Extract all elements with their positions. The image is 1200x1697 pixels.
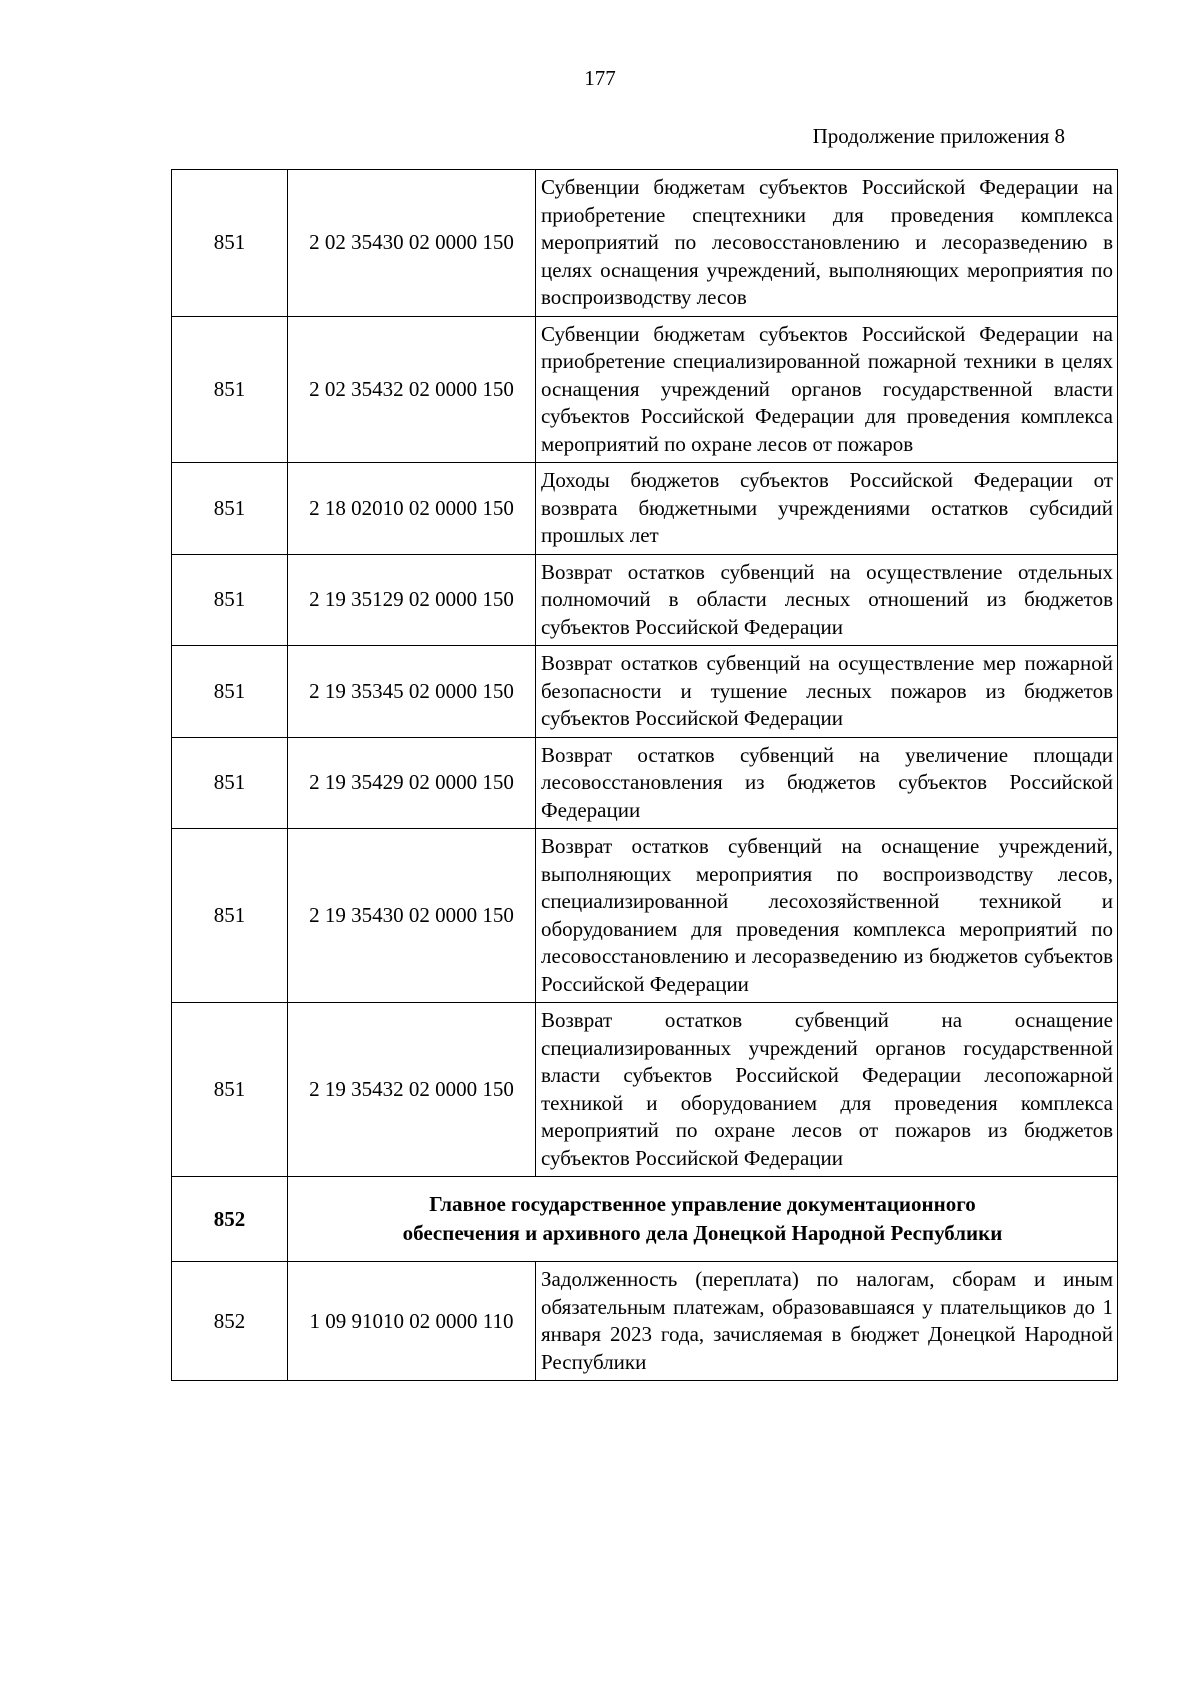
section-admin-code: 852 [172,1177,288,1262]
description-cell: Доходы бюджетов субъектов Российской Федерации от возврата бюджетными учреждениями остатков субсидий прошлых лет [536,463,1118,555]
section-header-row [172,1177,1118,1262]
budget-code-cell: 2 19 35429 02 0000 150 [288,737,536,829]
table-row [172,829,1118,1003]
description-cell: Субвенции бюджетам субъектов Российской Федерации на приобретение специализированной пожарной техники в целях оснащения учреждений органов государственной власти субъектов Российской Федерации для проведения комплекса мероприятий по охране лесов от пожаров [536,316,1118,463]
admin-code-cell: 851 [172,170,288,317]
admin-code-cell: 851 [172,646,288,738]
table-row [172,1262,1118,1381]
section-title [288,1177,1118,1262]
admin-code-cell: 851 [172,316,288,463]
budget-code-cell: 2 19 35432 02 0000 150 [288,1003,536,1177]
budget-code-cell: 2 18 02010 02 0000 150 [288,463,536,555]
table-row [172,463,1118,555]
admin-code-cell: 851 [172,829,288,1003]
description-cell: Задолженность (переплата) по налогам, сборам и иным обязательным платежам, образовавшаяся у плательщиков до 1 января 2023 года, зачисляемая в бюджет Донецкой Народной Республики [536,1262,1118,1381]
budget-code-cell: 2 19 35345 02 0000 150 [288,646,536,738]
table-row [172,170,1118,317]
budget-code-cell: 2 02 35430 02 0000 150 [288,170,536,317]
budget-code-cell: 2 19 35430 02 0000 150 [288,829,536,1003]
table-row [172,554,1118,646]
budget-code-cell: 1 09 91010 02 0000 110 [288,1262,536,1381]
description-cell: Возврат остатков субвенций на осуществление мер пожарной безопасности и тушение лесных пожаров из бюджетов субъектов Российской Федерации [536,646,1118,738]
table-row [172,316,1118,463]
admin-code-cell: 851 [172,554,288,646]
description-cell: Возврат остатков субвенций на осуществление отдельных полномочий в области лесных отношений из бюджетов субъектов Российской Федерации [536,554,1118,646]
table-row [172,737,1118,829]
table-row [172,1003,1118,1177]
table-row [172,646,1118,738]
description-cell: Субвенции бюджетам субъектов Российской Федерации на приобретение спецтехники для проведения комплекса мероприятий по лесовосстановлению и лесоразведению в целях оснащения учреждений, выполняющих мероприятия по воспроизводству лесов [536,170,1118,317]
budget-code-cell: 2 19 35129 02 0000 150 [288,554,536,646]
admin-code-cell: 851 [172,463,288,555]
description-cell: Возврат остатков субвенций на увеличение площади лесовосстановления из бюджетов субъектов Российской Федерации [536,737,1118,829]
admin-code-cell: 851 [172,1003,288,1177]
appendix-note: Продолжение приложения 8 [812,124,1065,148]
description-cell: Возврат остатков субвенций на оснащение учреждений, выполняющих мероприятия по воспроизводству лесов, специализированной лесохозяйственной техникой и оборудованием для проведения комплекса мероприятий по лесовосстановлению и лесоразведению из бюджетов субъектов Российской Федерации [536,829,1118,1003]
page-number: 177 [584,66,616,90]
admin-code-cell: 851 [172,737,288,829]
section-title-line: Главное государственное управление документационного [429,1192,976,1216]
section-title-line: обеспечения и архивного дела Донецкой Народной Республики [402,1221,1003,1245]
admin-code-cell: 852 [172,1262,288,1381]
budget-code-cell: 2 02 35432 02 0000 150 [288,316,536,463]
revenue-codes-table [171,169,1118,1381]
description-cell: Возврат остатков субвенций на оснащение специализированных учреждений органов государственной власти субъектов Российской Федерации лесопожарной техникой и оборудованием для проведения комплекса мероприятий по охране лесов от пожаров из бюджетов субъектов Российской Федерации [536,1003,1118,1177]
